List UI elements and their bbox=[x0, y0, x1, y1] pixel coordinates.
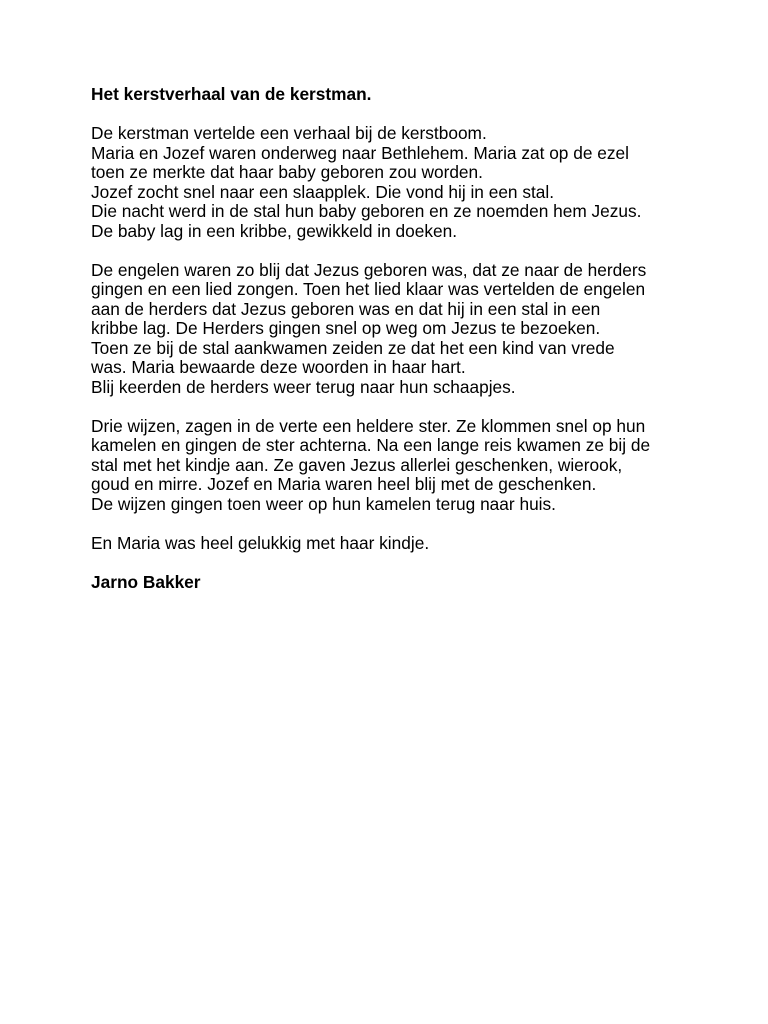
paragraph-4 bbox=[91, 534, 731, 554]
paragraph-gap bbox=[91, 514, 731, 534]
text-line: Die nacht werd in de stal hun baby geboren en ze noemden hem Jezus. bbox=[91, 201, 642, 221]
paragraph-2 bbox=[91, 261, 731, 398]
text-line: De baby lag in een kribbe, gewikkeld in doeken. bbox=[91, 220, 458, 241]
text-line: toen ze merkte dat haar baby geboren zou worden. bbox=[91, 162, 483, 182]
paragraph-gap bbox=[91, 241, 731, 261]
text-line: Toen ze bij de stal aankwamen zeiden ze dat het een kind van vrede bbox=[91, 337, 615, 358]
text-line: De engelen waren zo blij dat Jezus geboren was, dat ze naar de herders bbox=[91, 259, 647, 280]
document-page bbox=[91, 85, 731, 592]
paragraph-gap bbox=[91, 553, 731, 573]
author-name: Jarno Bakker bbox=[91, 571, 201, 592]
text-line: De wijzen gingen toen weer op hun kamelen terug naar huis. bbox=[91, 493, 556, 514]
text-line: Jozef zocht snel naar een slaapplek. Die vond hij in een stal. bbox=[91, 181, 555, 202]
text-line: stal met het kindje aan. Ze gaven Jezus allerlei geschenken, wierook, bbox=[91, 454, 623, 475]
text-line: aan de herders dat Jezus geboren was en dat hij in een stal in een bbox=[91, 298, 601, 319]
paragraph-gap bbox=[91, 397, 731, 417]
text-line: kribbe lag. De Herders gingen snel op weg om Jezus te bezoeken. bbox=[91, 318, 601, 338]
text-line: Drie wijzen, zagen in de verte een heldere ster. Ze klommen snel op hun bbox=[91, 415, 646, 436]
text-line: Maria en Jozef waren onderweg naar Bethlehem. Maria zat op de ezel bbox=[91, 142, 629, 163]
document-title: Het kerstverhaal van de kerstman. bbox=[91, 84, 372, 104]
text-line: Blij keerden de herders weer terug naar hun schaapjes. bbox=[91, 376, 516, 397]
paragraph-3 bbox=[91, 417, 731, 515]
text-line: goud en mirre. Jozef en Maria waren heel blij met de geschenken. bbox=[91, 474, 597, 494]
paragraph-gap bbox=[91, 105, 731, 125]
text-line: De kerstman vertelde een verhaal bij de kerstboom. bbox=[91, 123, 487, 143]
text-line: gingen en een lied zongen. Toen het lied klaar was vertelden de engelen bbox=[91, 279, 646, 299]
text-line: was. Maria bewaarde deze woorden in haar hart. bbox=[91, 357, 466, 377]
paragraph-1 bbox=[91, 124, 731, 241]
text-line: En Maria was heel gelukkig met haar kindje. bbox=[91, 532, 430, 553]
text-line: kamelen en gingen de ster achterna. Na een lange reis kwamen ze bij de bbox=[91, 435, 651, 455]
